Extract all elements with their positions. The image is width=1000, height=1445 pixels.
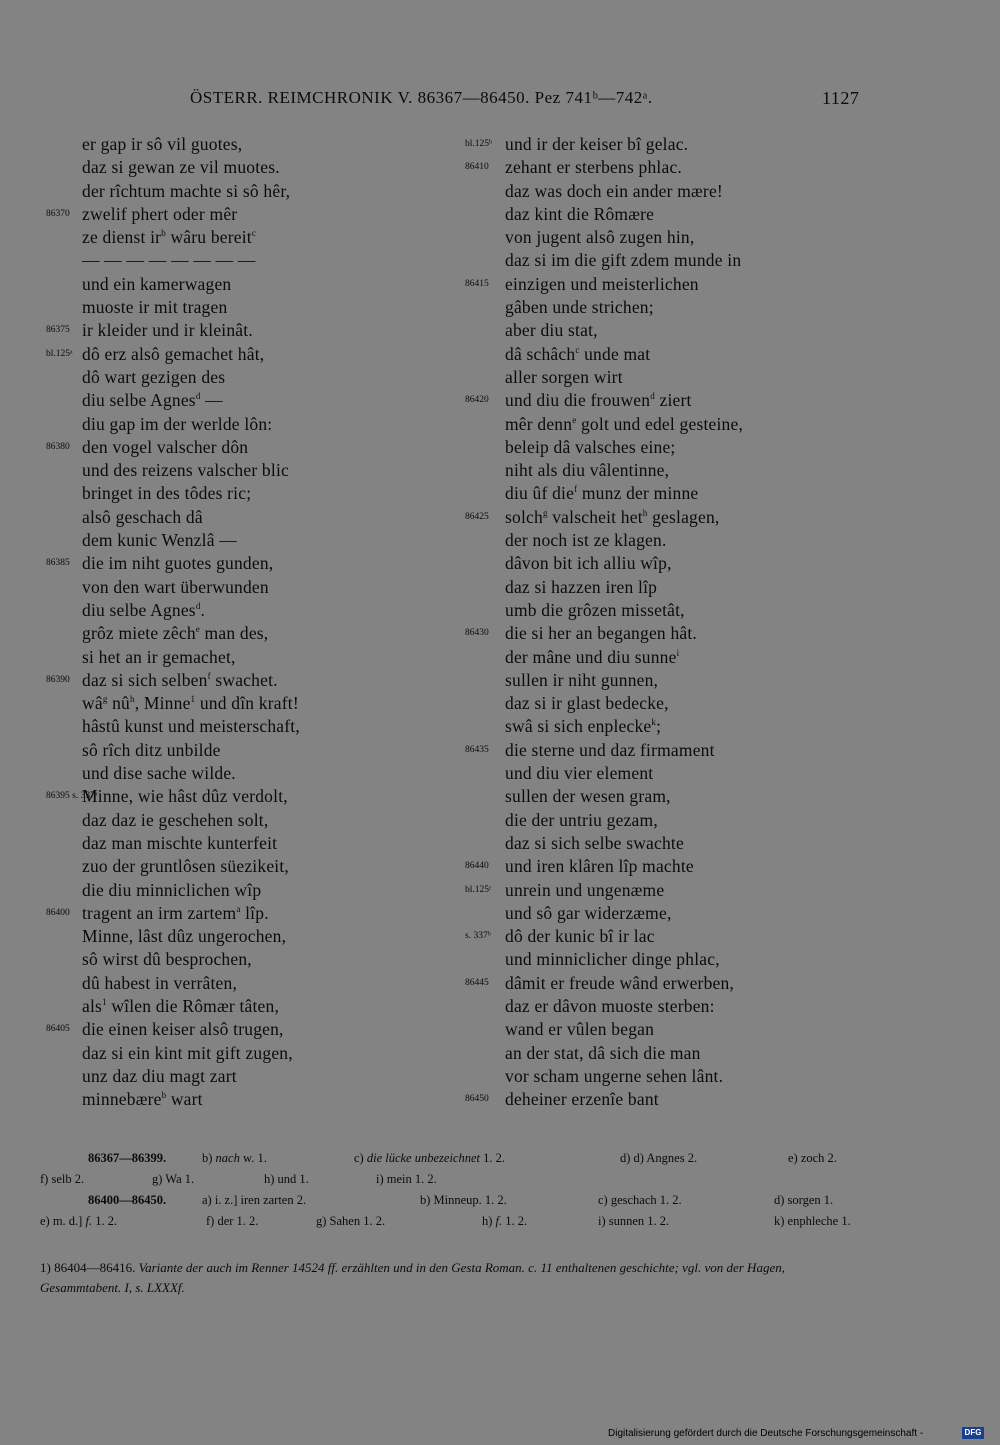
apparatus-entry: d) sorgen 1. bbox=[774, 1193, 834, 1207]
verse-text: unz daz diu magt zart bbox=[82, 1065, 237, 1086]
verse-line bbox=[0, 925, 420, 948]
verse-line bbox=[0, 133, 420, 156]
verse-text: die einen keiser alsô trugen, bbox=[82, 1019, 284, 1040]
verse-text: von den wart überwunden bbox=[82, 576, 269, 597]
verse-line bbox=[0, 669, 420, 692]
verse-text: vor scham ungerne sehen lânt. bbox=[505, 1065, 724, 1086]
verse-text: wand er vûlen began bbox=[505, 1019, 655, 1040]
apparatus-entry: d) d) Angnes 2. bbox=[620, 1151, 698, 1165]
verse-text: sullen der wesen gram, bbox=[505, 786, 671, 807]
left-verse-column bbox=[0, 133, 420, 1111]
verse-line bbox=[0, 203, 420, 226]
apparatus-entry: e) zoch 2. bbox=[788, 1151, 837, 1165]
verse-line bbox=[455, 855, 875, 878]
verse-text: swâ si sich enplecke$^k$; bbox=[505, 716, 662, 737]
verse-line bbox=[455, 739, 875, 762]
verse-line bbox=[455, 669, 875, 692]
verse-text: ir kleider und ir kleinât. bbox=[82, 320, 253, 341]
page-number: 1127 bbox=[822, 88, 860, 108]
verse-line bbox=[455, 995, 875, 1018]
verse-text: und diu die frouwen$^d$ ziert bbox=[505, 390, 692, 411]
verse-text: sô rîch ditz unbilde bbox=[82, 739, 221, 760]
verse-line bbox=[0, 389, 420, 412]
apparatus-entry: f) der 1. 2. bbox=[206, 1214, 259, 1228]
verse-text: aber diu stat, bbox=[505, 320, 598, 341]
verse-line bbox=[0, 1042, 420, 1065]
verse-text: die der untriu gezam, bbox=[505, 809, 658, 830]
verse-text: daz si ir glast bedecke, bbox=[505, 693, 669, 714]
line-number: 86415 bbox=[465, 278, 489, 289]
verse-text: dâmit er freude wând erwerben, bbox=[505, 972, 735, 993]
verse-text: diu ûf die$^f$ munz der minne bbox=[505, 483, 699, 504]
verse-text: dô erz alsô gemachet hât, bbox=[82, 343, 265, 364]
apparatus-entry: c) geschach 1. 2. bbox=[598, 1193, 682, 1207]
verse-line bbox=[0, 739, 420, 762]
apparatus-entry: k) enphleche 1. bbox=[774, 1214, 851, 1228]
verse-line bbox=[0, 715, 420, 738]
verse-line bbox=[455, 482, 875, 505]
verse-line bbox=[455, 902, 875, 925]
verse-text: Minne, wie hâst dûz verdolt, bbox=[82, 786, 288, 807]
verse-line bbox=[455, 785, 875, 808]
apparatus-entry: h) f. 1. 2. bbox=[482, 1214, 528, 1228]
verse-line bbox=[455, 646, 875, 669]
running-header bbox=[0, 88, 1000, 112]
line-number: 86395 s. 337ᵃ bbox=[46, 791, 98, 802]
verse-line bbox=[0, 902, 420, 925]
verse-line bbox=[0, 599, 420, 622]
verse-line bbox=[0, 646, 420, 669]
verse-text: ze dienst $ir^b$ wâru bereit$^c$ bbox=[82, 227, 257, 248]
verse-text: und diu vier element bbox=[505, 763, 654, 784]
verse-text: der noch ist ze klagen. bbox=[505, 530, 667, 551]
verse-line bbox=[455, 879, 875, 902]
verse-text: den vogel valscher dôn bbox=[82, 436, 249, 457]
verse-line bbox=[0, 832, 420, 855]
verse-line bbox=[0, 1018, 420, 1041]
verse-text: gâben unde strichen; bbox=[505, 297, 654, 318]
verse-text: zuo der gruntlôsen süezikeit, bbox=[82, 856, 289, 877]
line-number: 86435 bbox=[465, 744, 489, 755]
verse-text: die im niht guotes gunden, bbox=[82, 553, 274, 574]
verse-line bbox=[455, 692, 875, 715]
apparatus-line bbox=[40, 1148, 860, 1169]
line-number: bl.125ᵇ bbox=[465, 139, 492, 149]
verse-line bbox=[455, 436, 875, 459]
verse-line bbox=[0, 552, 420, 575]
verse-text: muoste ir mit tragen bbox=[82, 297, 228, 318]
verse-line bbox=[455, 249, 875, 272]
line-number: 86385 bbox=[46, 558, 70, 569]
verse-text: diu selbe Agnes$^d$. bbox=[82, 599, 206, 620]
verse-line bbox=[0, 762, 420, 785]
verse-line bbox=[455, 832, 875, 855]
verse-text: daz si gewan ze vil muotes. bbox=[82, 157, 280, 178]
apparatus-entry: h) und 1. bbox=[264, 1172, 309, 1186]
apparatus-entry: a) i. z.] iren zarten 2. bbox=[202, 1193, 307, 1207]
verse-text: und iren klâren lîp machte bbox=[505, 856, 694, 877]
line-number: 86370 bbox=[46, 208, 70, 219]
verse-text: die sterne und daz firmament bbox=[505, 739, 715, 760]
verse-line bbox=[0, 226, 420, 249]
verse-text: dâ schâch$^c$ unde mat bbox=[505, 343, 651, 364]
verse-line bbox=[455, 809, 875, 832]
verse-line bbox=[0, 180, 420, 203]
verse-text: der rîchtum machte si sô hêr, bbox=[82, 180, 291, 201]
apparatus-entry: e) m. d.] f. 1. 2. bbox=[40, 1214, 118, 1228]
apparatus-entry: 86367—86399. bbox=[88, 1151, 167, 1165]
apparatus-entry: c) die lücke unbezeichnet 1. 2. bbox=[354, 1151, 505, 1165]
verse-text: als$^1$ wîlen die Rômær tâten, bbox=[82, 995, 280, 1016]
apparatus-entry: i) sunnen 1. 2. bbox=[598, 1214, 670, 1228]
verse-text: $wâ^g$ $nû^h$, Minne$^1$ und dîn kraft! bbox=[82, 693, 299, 714]
verse-line bbox=[455, 1065, 875, 1088]
verse-text: daz si ein kint mit gift zugen, bbox=[82, 1042, 293, 1063]
verse-text: und ir der keiser bî gelac. bbox=[505, 134, 689, 154]
running-title: ÖSTERR. REIMCHRONIK V. 86367—86450. Pez 741ᵇ—742ᵃ. bbox=[190, 88, 653, 107]
verse-text: aller sorgen wirt bbox=[505, 366, 623, 387]
line-number: bl.125ᵃ bbox=[46, 348, 73, 359]
verse-line bbox=[455, 156, 875, 179]
verse-line bbox=[455, 925, 875, 948]
verse-line bbox=[455, 599, 875, 622]
verse-text: Minne, lâst dûz ungerochen, bbox=[82, 926, 287, 947]
verse-line bbox=[455, 948, 875, 971]
apparatus-line bbox=[40, 1190, 860, 1211]
line-number: bl.125ᶜ bbox=[465, 884, 492, 895]
footnote: 1) 86404—86416. Variante der auch im Renner 14524 ff. erzählten und in den Gesta Roman. c. 11 enthaltenen geschichte; vgl. von der Hagen, Gesammtabent. I, s. LXXXf. bbox=[40, 1260, 785, 1295]
verse-line bbox=[455, 273, 875, 296]
verse-line bbox=[0, 343, 420, 366]
line-number: s. 337ᵇ bbox=[465, 931, 491, 942]
verse-line bbox=[0, 855, 420, 878]
line-number: 86375 bbox=[46, 325, 70, 336]
verse-text: bringet in des tôdes ric; bbox=[82, 483, 252, 504]
verse-line bbox=[455, 506, 875, 529]
verse-line bbox=[455, 1018, 875, 1041]
verse-line bbox=[0, 692, 420, 715]
verse-line bbox=[0, 809, 420, 832]
verse-text: er gap ir sô vil guotes, bbox=[82, 134, 243, 154]
verse-line bbox=[0, 995, 420, 1018]
line-number: 86450 bbox=[465, 1094, 489, 1105]
line-number: 86430 bbox=[465, 628, 489, 639]
verse-line bbox=[455, 389, 875, 412]
verse-text: daz man mischte kunterfeit bbox=[82, 832, 278, 853]
verse-text: sô wirst dû besprochen, bbox=[82, 949, 252, 970]
verse-text: die diu minniclichen wîp bbox=[82, 879, 262, 900]
verse-line bbox=[0, 506, 420, 529]
verse-text: daz kint die Rômære bbox=[505, 203, 655, 224]
verse-text: hâstû kunst und meisterschaft, bbox=[82, 716, 300, 737]
verse-line bbox=[0, 482, 420, 505]
verse-text: daz si im die gift zdem munde in bbox=[505, 250, 742, 271]
apparatus-entry: b) Minneup. 1. 2. bbox=[420, 1193, 507, 1207]
verse-line bbox=[455, 413, 875, 436]
verse-line bbox=[455, 622, 875, 645]
verse-line bbox=[455, 343, 875, 366]
verse-line bbox=[0, 1088, 420, 1111]
verse-text: daz daz ie geschehen solt, bbox=[82, 809, 269, 830]
verse-text: zehant er sterbens phlac. bbox=[505, 157, 683, 178]
verse-text: daz was doch ein ander mære! bbox=[505, 180, 723, 201]
line-number: 86380 bbox=[46, 441, 70, 452]
verse-text: deheiner erzenîe bant bbox=[505, 1089, 659, 1110]
verse-text: und des reizens valscher blic bbox=[82, 460, 289, 481]
verse-line bbox=[0, 156, 420, 179]
verse-line bbox=[455, 576, 875, 599]
verse-line bbox=[0, 529, 420, 552]
verse-text: solch$^g$ valscheit het$^h$ geslagen, bbox=[505, 506, 720, 527]
verse-line bbox=[0, 319, 420, 342]
verse-text: und minniclicher dinge phlac, bbox=[505, 949, 720, 970]
apparatus-line bbox=[40, 1169, 860, 1190]
dfg-funding-note: Digitalisierung gefördert durch die Deutsche Forschungsgemeinschaft - bbox=[608, 1428, 924, 1439]
verse-text: dô der kunic bî ir lac bbox=[505, 926, 655, 947]
verse-text: — — — — — — — — bbox=[82, 250, 256, 271]
verse-line bbox=[455, 366, 875, 389]
verse-text: minnebære$^b$ wart bbox=[82, 1089, 203, 1110]
verse-line bbox=[455, 972, 875, 995]
line-number: 86400 bbox=[46, 907, 70, 918]
verse-text: alsô geschach dâ bbox=[82, 506, 203, 527]
verse-text: und dise sache wilde. bbox=[82, 763, 236, 784]
line-number: 86440 bbox=[465, 861, 489, 872]
verse-text: zwelif phert oder mêr bbox=[82, 203, 238, 224]
verse-line bbox=[0, 785, 420, 808]
verse-text: grôz miete zêch$^e$ man des, bbox=[82, 623, 269, 644]
verse-text: dem kunic Wenzlâ — bbox=[82, 530, 237, 551]
verse-line bbox=[455, 529, 875, 552]
verse-text: niht als diu vâlentinne, bbox=[505, 460, 670, 481]
verse-line bbox=[0, 273, 420, 296]
verse-text: einzigen und meisterlichen bbox=[505, 273, 699, 294]
verse-text: diu gap im der werlde lôn: bbox=[82, 413, 273, 434]
verse-line bbox=[0, 576, 420, 599]
verse-line bbox=[455, 1088, 875, 1111]
verse-text: sullen ir niht gunnen, bbox=[505, 669, 659, 690]
line-number: 86410 bbox=[465, 162, 489, 173]
right-verse-column bbox=[455, 133, 875, 1111]
apparatus-entry: i) mein 1. 2. bbox=[376, 1172, 437, 1186]
verse-line bbox=[0, 366, 420, 389]
verse-text: beleip dâ valsches eine; bbox=[505, 436, 676, 457]
verse-text: daz si hazzen iren lîp bbox=[505, 576, 658, 597]
verse-line bbox=[0, 622, 420, 645]
dfg-logo-icon: DFG bbox=[962, 1427, 984, 1439]
apparatus-entry: g) Wa 1. bbox=[152, 1172, 195, 1186]
verse-text: daz si sich selben$^f$ swachet. bbox=[82, 669, 278, 690]
verse-text: die si her an begangen hât. bbox=[505, 623, 697, 644]
verse-line bbox=[455, 762, 875, 785]
verse-line bbox=[455, 203, 875, 226]
verse-text: unrein und ungenæme bbox=[505, 879, 665, 900]
verse-line bbox=[0, 436, 420, 459]
verse-line bbox=[455, 715, 875, 738]
verse-text: diu selbe Agnes$^d$ — bbox=[82, 390, 223, 411]
verse-line bbox=[455, 459, 875, 482]
verse-line bbox=[455, 319, 875, 342]
verse-text: daz si sich selbe swachte bbox=[505, 832, 684, 853]
verse-text: daz er dâvon muoste sterben: bbox=[505, 995, 715, 1016]
line-number: 86390 bbox=[46, 674, 70, 685]
verse-line bbox=[0, 948, 420, 971]
line-number: 86445 bbox=[465, 977, 489, 988]
verse-text: von jugent alsô zugen hin, bbox=[505, 227, 695, 248]
verse-line bbox=[0, 1065, 420, 1088]
verse-line bbox=[0, 972, 420, 995]
verse-line bbox=[455, 133, 875, 156]
apparatus-line bbox=[40, 1211, 860, 1232]
verse-line bbox=[455, 180, 875, 203]
verse-text: und sô gar widerzæme, bbox=[505, 902, 672, 923]
verse-line bbox=[0, 296, 420, 319]
verse-text: dû habest in verrâten, bbox=[82, 972, 238, 993]
line-number: 86405 bbox=[46, 1024, 70, 1035]
verse-text: dâvon bit ich alliu wîp, bbox=[505, 553, 672, 574]
verse-text: dô wart gezigen des bbox=[82, 366, 226, 387]
verse-text: mêr denn$^e$ golt und edel gesteine, bbox=[505, 413, 744, 434]
verse-line bbox=[455, 296, 875, 319]
apparatus-entry: g) Sahen 1. 2. bbox=[316, 1214, 386, 1228]
verse-text: umb die grôzen missetât, bbox=[505, 599, 685, 620]
verse-text: der mâne und diu sunne$^i$ bbox=[505, 646, 680, 667]
verse-text: an der stat, dâ sich die man bbox=[505, 1042, 701, 1063]
verse-line bbox=[0, 413, 420, 436]
verse-text: und ein kamerwagen bbox=[82, 273, 232, 294]
apparatus-entry: f) selb 2. bbox=[40, 1172, 85, 1186]
verse-line bbox=[455, 1042, 875, 1065]
verse-line bbox=[455, 226, 875, 249]
verse-line bbox=[0, 459, 420, 482]
verse-text: si het an ir gemachet, bbox=[82, 646, 236, 667]
verse-text: tragent an irm zartem$^a$ lîp. bbox=[82, 902, 269, 923]
verse-line bbox=[455, 552, 875, 575]
critical-apparatus bbox=[40, 1148, 860, 1232]
line-number: 86420 bbox=[465, 395, 489, 406]
verse-line bbox=[0, 249, 420, 272]
apparatus-entry: 86400—86450. bbox=[88, 1193, 167, 1207]
verse-line bbox=[0, 879, 420, 902]
apparatus-entry: b) nach w. 1. bbox=[202, 1151, 267, 1165]
line-number: 86425 bbox=[465, 511, 489, 522]
